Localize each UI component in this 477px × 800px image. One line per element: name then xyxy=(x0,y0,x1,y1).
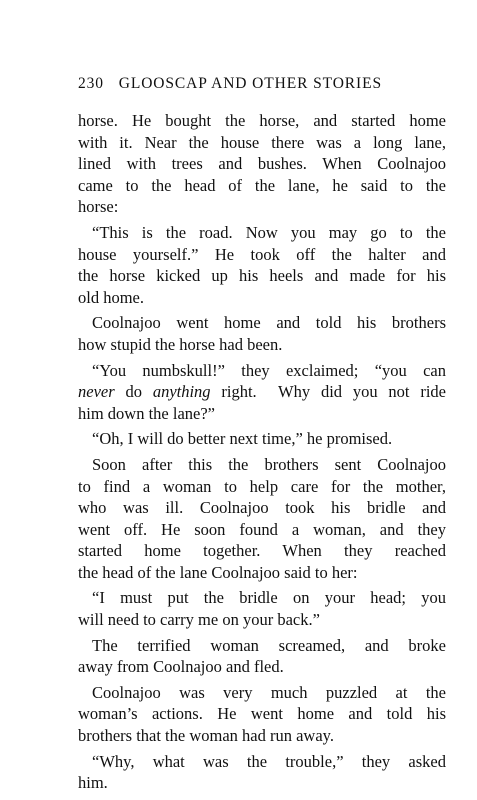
text-line: Coolnajoo went home and told his brothers xyxy=(92,313,446,333)
text-line: to find a woman to help care for the mother, xyxy=(78,476,446,496)
body-text xyxy=(78,110,446,794)
text-line: lined with trees and bushes. When Coolnajoo xyxy=(78,154,446,174)
text-line: the horse kicked up his heels and made for his xyxy=(78,266,446,286)
text-line-with-italics xyxy=(78,381,446,403)
page-number: 230 xyxy=(78,75,104,92)
text-fragment: do xyxy=(114,382,153,402)
text-line: away from Coolnajoo and fled. xyxy=(78,657,284,677)
text-line: “You numbskull!” they exclaimed; “you can xyxy=(92,360,446,380)
running-head xyxy=(78,75,448,93)
text-line: “Oh, I will do better next time,” he promised. xyxy=(92,429,393,449)
text-line: started home together. When they reached xyxy=(78,541,446,561)
text-line: old home. xyxy=(78,287,144,307)
text-line: house yourself.” He took off the halter and xyxy=(78,244,446,264)
text-fragment: right. Why did you not ride xyxy=(210,382,446,402)
text-line: the head of the lane Coolnajoo said to her: xyxy=(78,562,358,582)
text-line: who was ill. Coolnajoo took his bridle and xyxy=(78,498,446,518)
text-line: horse. He bought the horse, and started home xyxy=(78,111,446,130)
italic-word: never xyxy=(78,382,115,402)
text-line: with it. Near the house there was a long lane, xyxy=(78,132,446,152)
text-line: went off. He soon found a woman, and they xyxy=(78,519,446,539)
running-title: GLOOSCAP AND OTHER STORIES xyxy=(118,75,382,92)
text-line: how stupid the horse had been. xyxy=(78,334,283,354)
text-line: woman’s actions. He went home and told his xyxy=(78,704,446,724)
text-line: horse: xyxy=(78,197,119,217)
text-line: came to the head of the lane, he said to the xyxy=(78,175,446,195)
text-line: “I must put the bridle on your head; you xyxy=(92,588,446,608)
text-line: “Why, what was the trouble,” they asked xyxy=(92,751,446,771)
text-line: Coolnajoo was very much puzzled at the xyxy=(92,682,446,702)
text-line: The terrified woman screamed, and broke xyxy=(92,635,446,655)
text-line: will need to carry me on your back.” xyxy=(78,610,320,630)
text-line: “This is the road. Now you may go to the xyxy=(92,222,446,242)
text-line: brothers that the woman had run away. xyxy=(78,726,334,746)
italic-word: anything xyxy=(152,382,211,402)
text-line: him down the lane?” xyxy=(78,403,215,423)
text-line: him. xyxy=(78,773,108,793)
text-line: Soon after this the brothers sent Coolnajoo xyxy=(92,454,446,474)
